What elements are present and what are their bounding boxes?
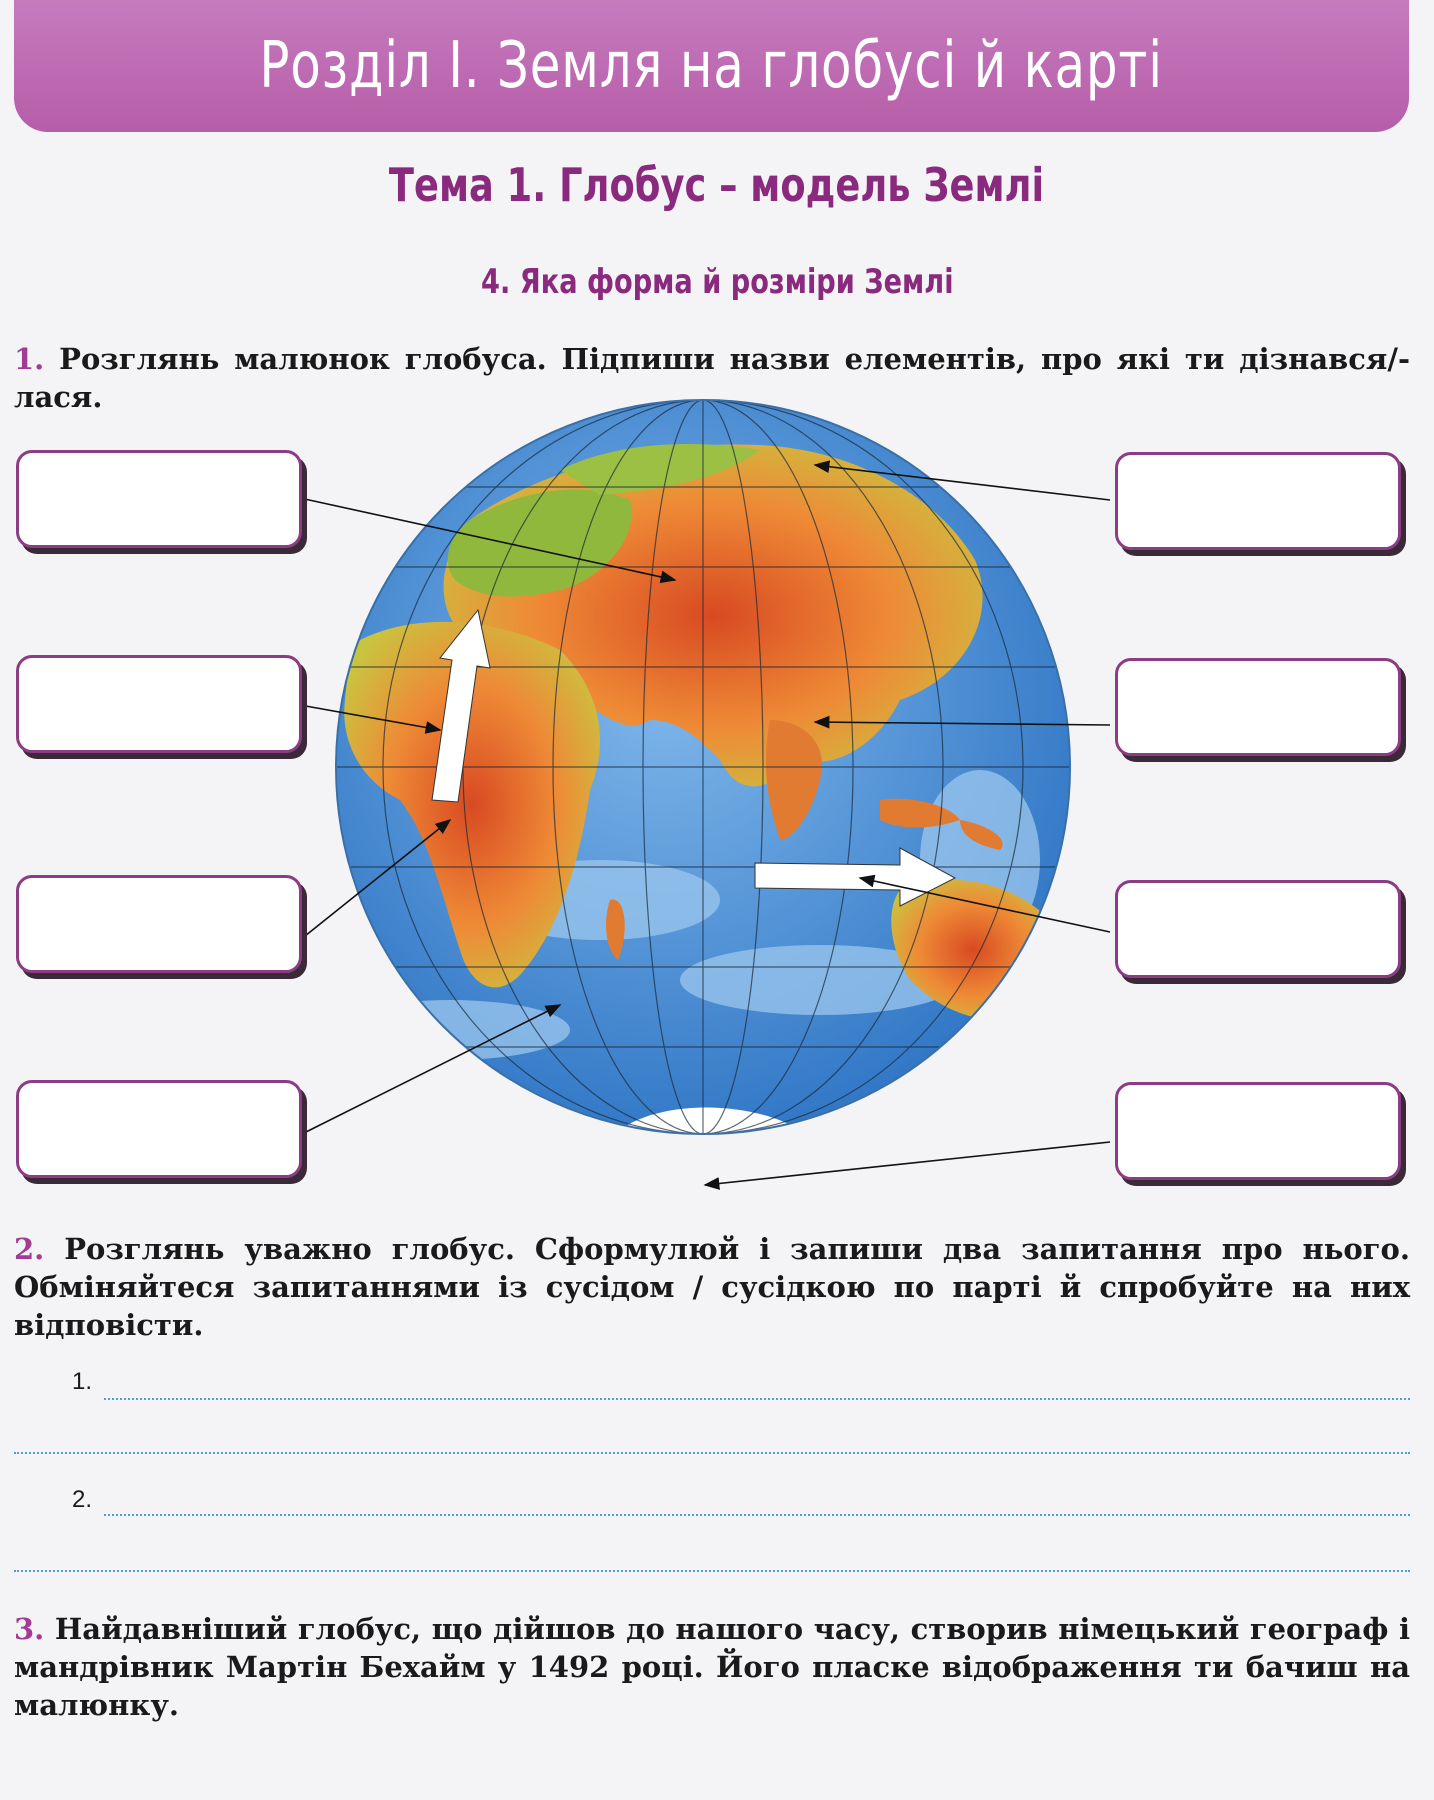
globe-label-box[interactable] — [16, 1080, 302, 1178]
task-number: 1. — [14, 342, 45, 376]
answer-line[interactable] — [104, 1398, 1410, 1400]
answer-line[interactable] — [14, 1452, 1410, 1454]
task-text: Розглянь уважно глобус. Сформулюй і запиши два запитання про нього. Обміняйтеся запитаннями із сусідом / сусідкою по парті й спробуйте на них відповісти. — [14, 1232, 1410, 1342]
globe-label-box[interactable] — [16, 875, 302, 973]
task-number: 2. — [14, 1232, 45, 1266]
globe-label-box[interactable] — [1115, 452, 1401, 550]
globe-label-box[interactable] — [1115, 658, 1401, 756]
task-text: Найдавніший глобус, що дійшов до нашого часу, створив німецький географ і мандрівник Мартін Бехайм у 1492 році. Його пласке відображення ти бачиш на малюнку. — [14, 1612, 1410, 1722]
task-number: 3. — [14, 1612, 45, 1646]
answer-label-1: 1. — [72, 1368, 93, 1395]
answer-line[interactable] — [14, 1570, 1410, 1572]
task-3 — [14, 1610, 1410, 1724]
section-title: Розділ І. Земля на глобусі й карті — [259, 29, 1164, 103]
task-2 — [14, 1230, 1410, 1344]
globe-label-box[interactable] — [1115, 880, 1401, 978]
answer-label-2: 2. — [72, 1486, 93, 1513]
globe-label-box[interactable] — [16, 450, 302, 548]
task-text: Розглянь малюнок глобуса. Підпиши назви елементів, про які ти дізнався/-лася. — [14, 342, 1410, 414]
topic-title: Тема 1. Глобус – модель Землі — [389, 158, 1045, 212]
globe-label-box[interactable] — [16, 655, 302, 753]
subtopic-title: 4. Яка форма й розміри Землі — [480, 262, 954, 302]
globe-label-box[interactable] — [1115, 1082, 1401, 1180]
answer-line[interactable] — [104, 1514, 1410, 1516]
